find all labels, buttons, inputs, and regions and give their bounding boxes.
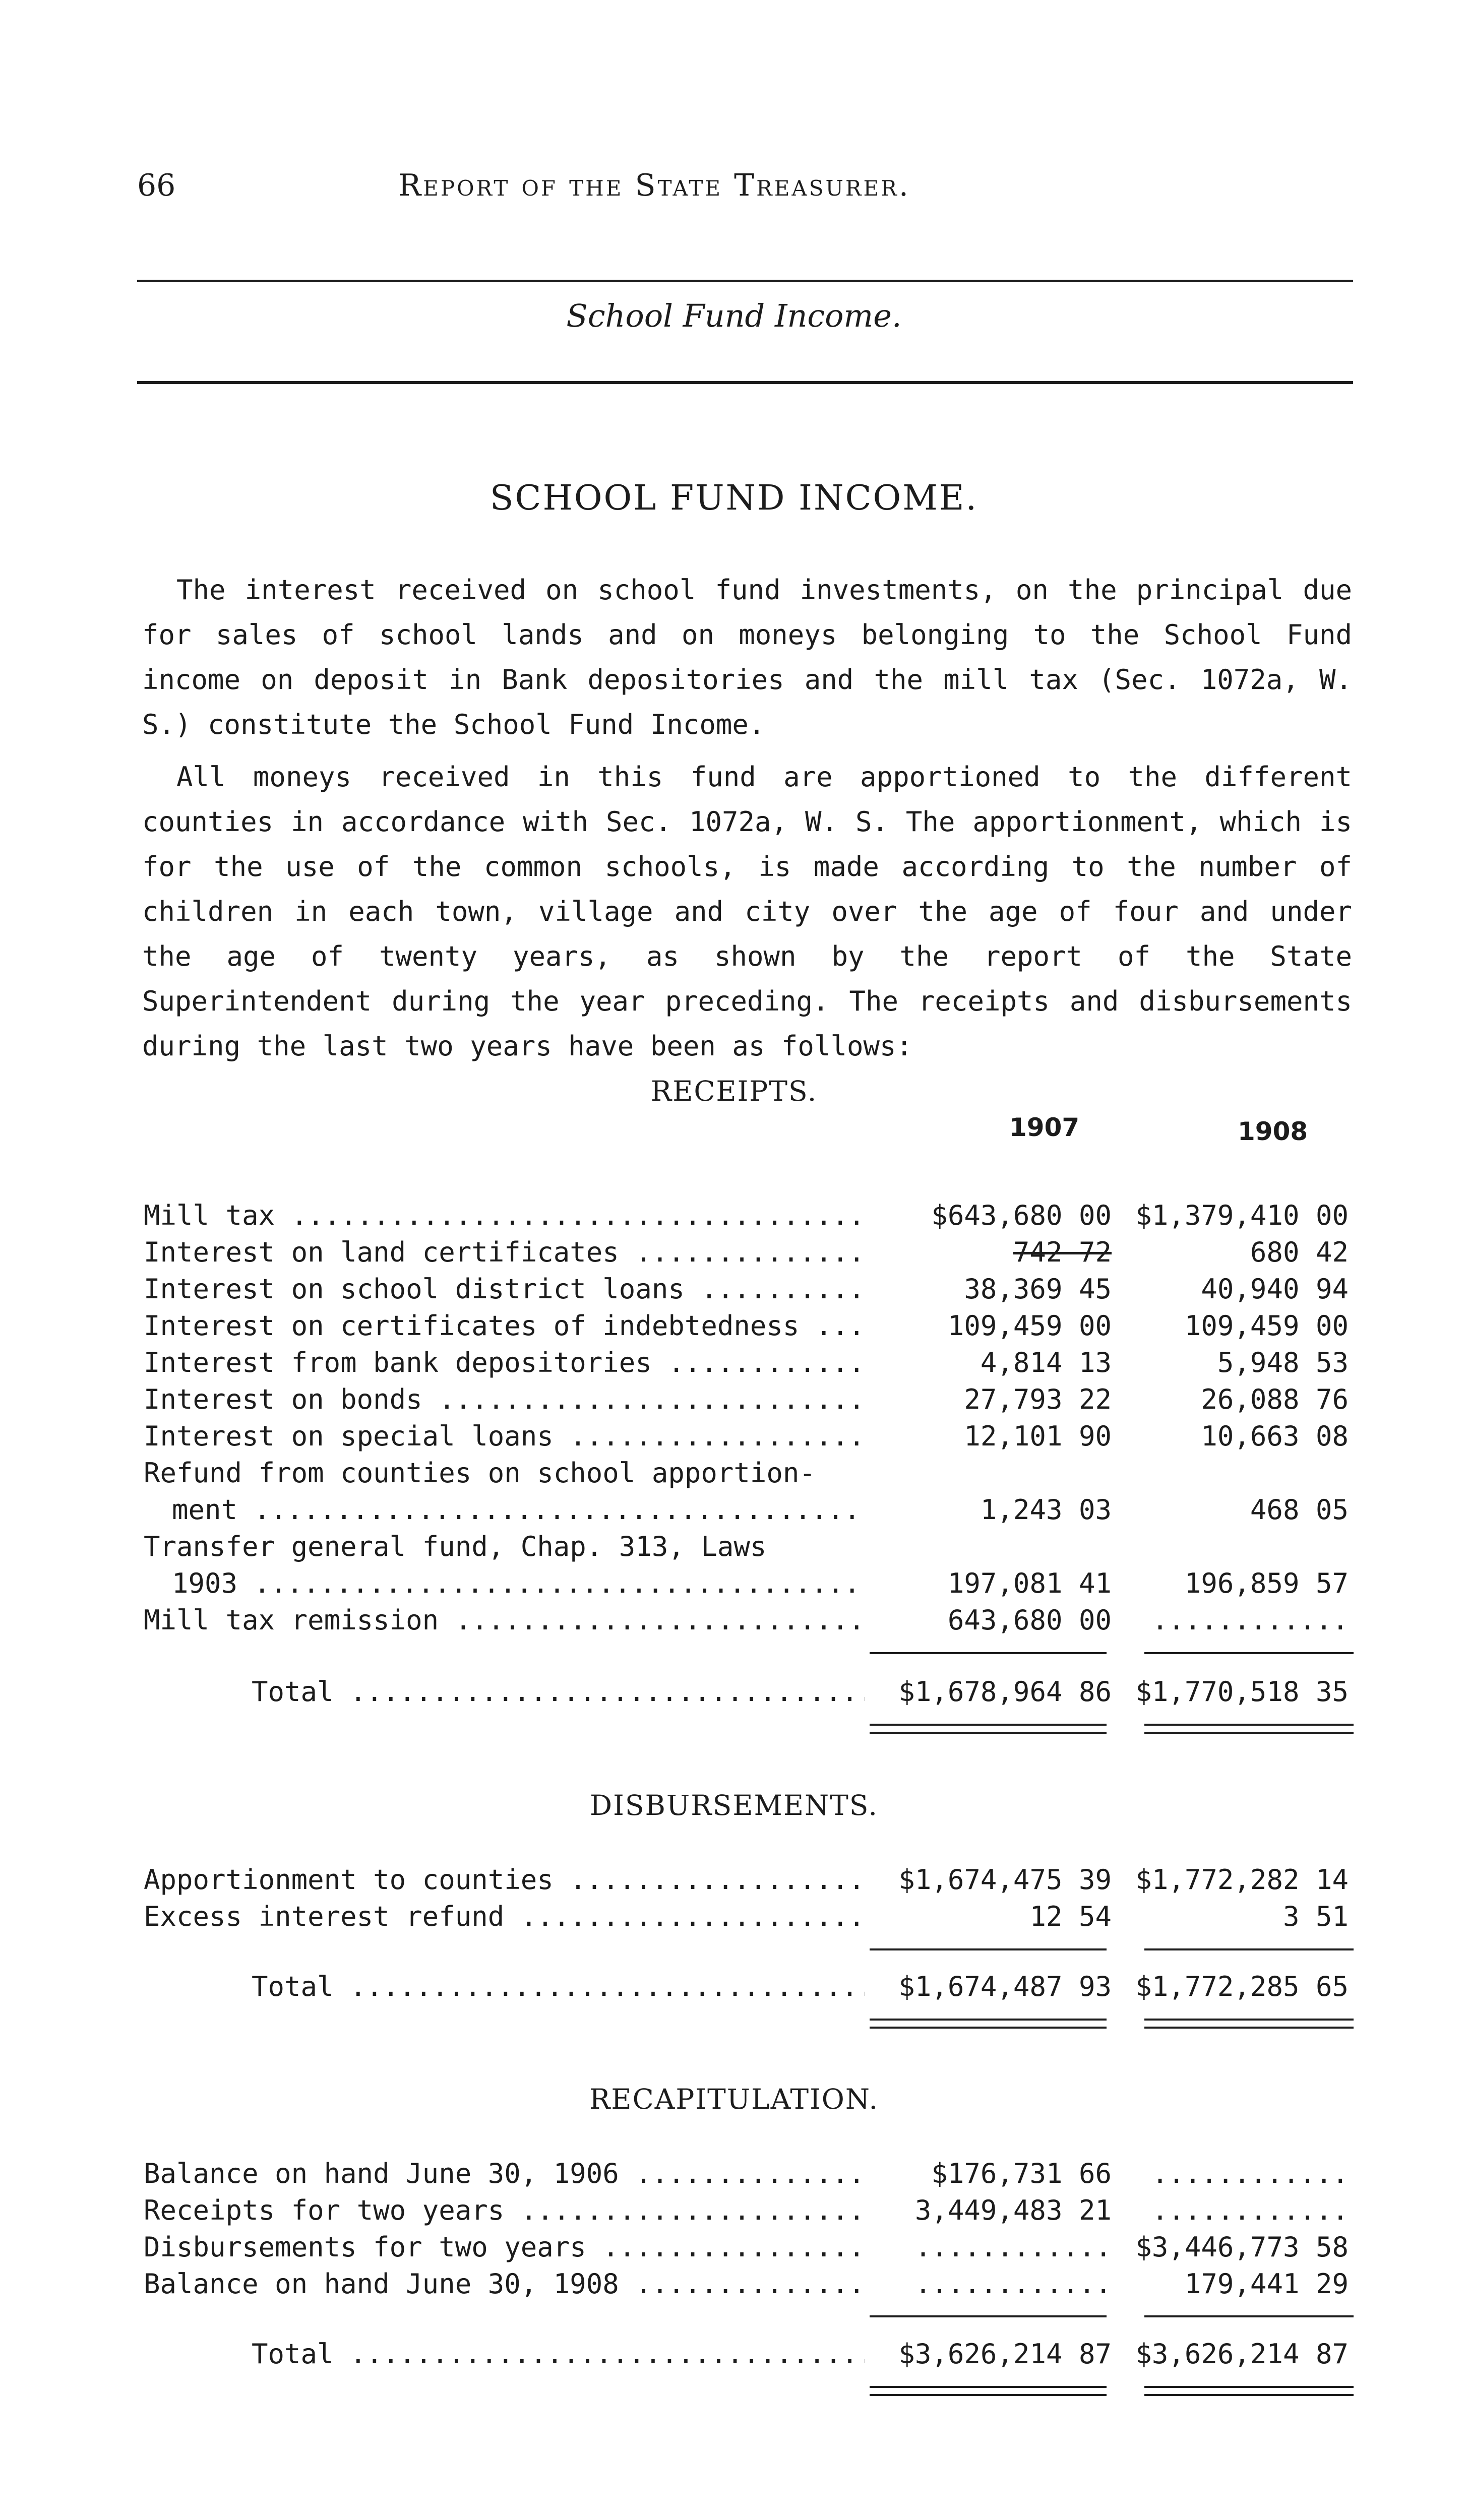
column-head-1907: 1907 — [1009, 1113, 1080, 1142]
value-1907: $1,674,475 39 — [898, 1864, 1112, 1896]
row-label: Receipts for two years ..... — [144, 2192, 865, 2229]
table-row — [144, 1455, 1354, 1491]
total-1908: $1,770,518 35 — [1135, 1676, 1349, 1708]
double-rule — [870, 2386, 1107, 2388]
value-1908: 109,459 00 — [1184, 1310, 1349, 1342]
row-label: Apportionment to counties ..... — [144, 1861, 865, 1898]
row-label: Interest on certificates of indebtedness ..... — [144, 1307, 865, 1344]
value-1908: 10,663 08 — [1201, 1420, 1349, 1452]
total-row — [144, 1673, 1354, 1710]
row-label: Interest on school district loans ..... — [144, 1271, 865, 1307]
value-1907: 27,793 22 — [964, 1383, 1112, 1415]
total-1907: $1,678,964 86 — [898, 1676, 1112, 1708]
row-label: Refund from counties on school apportion- — [144, 1457, 816, 1489]
value-1908: 40,940 94 — [1201, 1273, 1349, 1305]
row-label: Interest from bank depositories ..... — [144, 1344, 865, 1381]
value-1907: 109,459 00 — [947, 1310, 1112, 1342]
table-row — [144, 2192, 1354, 2229]
subtotal-rule — [1144, 1948, 1354, 1950]
recapitulation-caption: RECAPITULATION. — [589, 2083, 879, 2115]
double-rule — [870, 2019, 1107, 2021]
double-rule — [1144, 2394, 1354, 2396]
value-1907: $643,680 00 — [931, 1200, 1112, 1231]
table-row — [144, 1565, 1354, 1602]
total-row — [144, 2336, 1354, 2372]
row-label: Excess interest refund ..... — [144, 1898, 865, 1935]
value-1907: 197,081 41 — [947, 1567, 1112, 1599]
row-label: Disbursements for two years ..... — [144, 2229, 865, 2265]
page-title: SCHOOL FUND INCOME. — [490, 478, 978, 518]
double-rule — [1144, 2386, 1354, 2388]
value-1907: 643,680 00 — [947, 1604, 1112, 1636]
row-label: Interest on land certificates ..... — [144, 1234, 865, 1271]
double-rule — [1144, 2019, 1354, 2021]
table-row — [144, 1491, 1354, 1528]
table-row — [144, 1197, 1354, 1234]
total-label: Total ..... — [144, 1673, 865, 1710]
header-rule-bottom — [137, 381, 1353, 384]
total-1907: $3,626,214 87 — [898, 2338, 1112, 2370]
value-1907: 12,101 90 — [964, 1420, 1112, 1452]
value-1908-blank — [1122, 1602, 1349, 1639]
double-rule — [1144, 2027, 1354, 2029]
row-label: Interest on special loans ..... — [144, 1418, 865, 1455]
page-number: 66 — [137, 168, 176, 203]
value-1908: $3,446,773 58 — [1135, 2231, 1349, 2263]
value-1908: $1,772,282 14 — [1135, 1864, 1349, 1896]
row-label: Transfer general fund, Chap. 313, Laws — [144, 1531, 767, 1562]
table-row — [144, 1602, 1354, 1639]
value-1907: 38,369 45 — [964, 1273, 1112, 1305]
total-1908: $1,772,285 65 — [1135, 1971, 1349, 2002]
double-rule — [1144, 1724, 1354, 1726]
value-1908: 680 42 — [1250, 1236, 1349, 1268]
value-1907: 12 54 — [1029, 1901, 1112, 1932]
value-1907: $176,731 66 — [931, 2158, 1112, 2189]
total-1908: $3,626,214 87 — [1135, 2338, 1349, 2370]
table-row — [144, 2155, 1354, 2192]
subtotal-rule — [870, 1652, 1107, 1654]
value-1908: $1,379,410 00 — [1135, 1200, 1349, 1231]
receipts-caption: RECEIPTS. — [650, 1075, 818, 1107]
value-1907-blank — [870, 2265, 1112, 2302]
section-head: School Fund Income. — [566, 297, 902, 334]
table-row — [144, 1418, 1354, 1455]
subtotal-rule — [1144, 1652, 1354, 1654]
total-1907: $1,674,487 93 — [898, 1971, 1112, 2002]
table-row — [144, 1861, 1354, 1898]
table-row — [144, 1307, 1354, 1344]
row-label-continued: 1903 ..... — [144, 1565, 865, 1602]
double-rule — [870, 2394, 1107, 2396]
value-1908-blank — [1122, 2192, 1349, 2229]
row-label: Interest on bonds ..... — [144, 1381, 865, 1418]
value-1907: 4,814 13 — [980, 1347, 1112, 1378]
value-1907: 1,243 03 — [980, 1494, 1112, 1526]
table-row — [144, 1528, 1354, 1565]
value-1908: 5,948 53 — [1217, 1347, 1349, 1378]
double-rule — [1144, 1732, 1354, 1734]
value-1908: 26,088 76 — [1201, 1383, 1349, 1415]
table-row — [144, 1344, 1354, 1381]
subtotal-rule — [1144, 2315, 1354, 2317]
value-1907: 742 72 — [1013, 1236, 1112, 1268]
value-1907-blank — [870, 2229, 1112, 2265]
row-label: Balance on hand June 30, 1906 ..... — [144, 2155, 865, 2192]
double-rule — [870, 1724, 1107, 1726]
value-1907: 3,449,483 21 — [914, 2194, 1112, 2226]
running-head: Report of the State Treasurer. — [398, 168, 910, 203]
value-1908: 3 51 — [1282, 1901, 1349, 1932]
double-rule — [870, 1732, 1107, 1734]
row-label: Balance on hand June 30, 1908 ..... — [144, 2265, 865, 2302]
total-row — [144, 1968, 1354, 2005]
total-label: Total ..... — [144, 2336, 865, 2372]
table-row — [144, 1271, 1354, 1307]
header-rule-top — [137, 280, 1353, 282]
row-label: Mill tax ..... — [144, 1197, 865, 1234]
table-row — [144, 2265, 1354, 2302]
value-1908-blank — [1122, 2155, 1349, 2192]
table-row — [144, 2229, 1354, 2265]
double-rule — [870, 2027, 1107, 2029]
paragraph-apportionment: All moneys received in this fund are apportioned to the different counties in accordance with Sec. 1072a, W. S. The apportionment, which is for the use of the common schools, is made according to the number of children in each town, village and city over the age of four and under the age of twenty years, as shown by the report of the State Superintendent during the year preceding. The receipts and disbursements during the last two years have been as follows: — [142, 761, 1352, 1062]
subtotal-rule — [870, 2315, 1107, 2317]
value-1908: 179,441 29 — [1184, 2268, 1349, 2300]
table-row — [144, 1381, 1354, 1418]
table-row — [144, 1234, 1354, 1271]
subtotal-rule — [870, 1948, 1107, 1950]
paragraph-intro: The interest received on school fund investments, on the principal due for sales of school lands and on moneys belonging to the School Fund income on deposit in Bank depositories and the mill tax (Sec. 1072a, W. S.) constitute the School Fund Income. — [142, 574, 1352, 740]
value-1908: 468 05 — [1250, 1494, 1349, 1526]
disbursements-caption: DISBURSEMENTS. — [590, 1789, 878, 1821]
table-row — [144, 1898, 1354, 1935]
row-label: Mill tax remission ..... — [144, 1602, 865, 1639]
column-head-1908: 1908 — [1238, 1117, 1308, 1146]
row-label-continued: ment ..... — [144, 1491, 865, 1528]
total-label: Total ..... — [144, 1968, 865, 2005]
value-1908: 196,859 57 — [1184, 1567, 1349, 1599]
